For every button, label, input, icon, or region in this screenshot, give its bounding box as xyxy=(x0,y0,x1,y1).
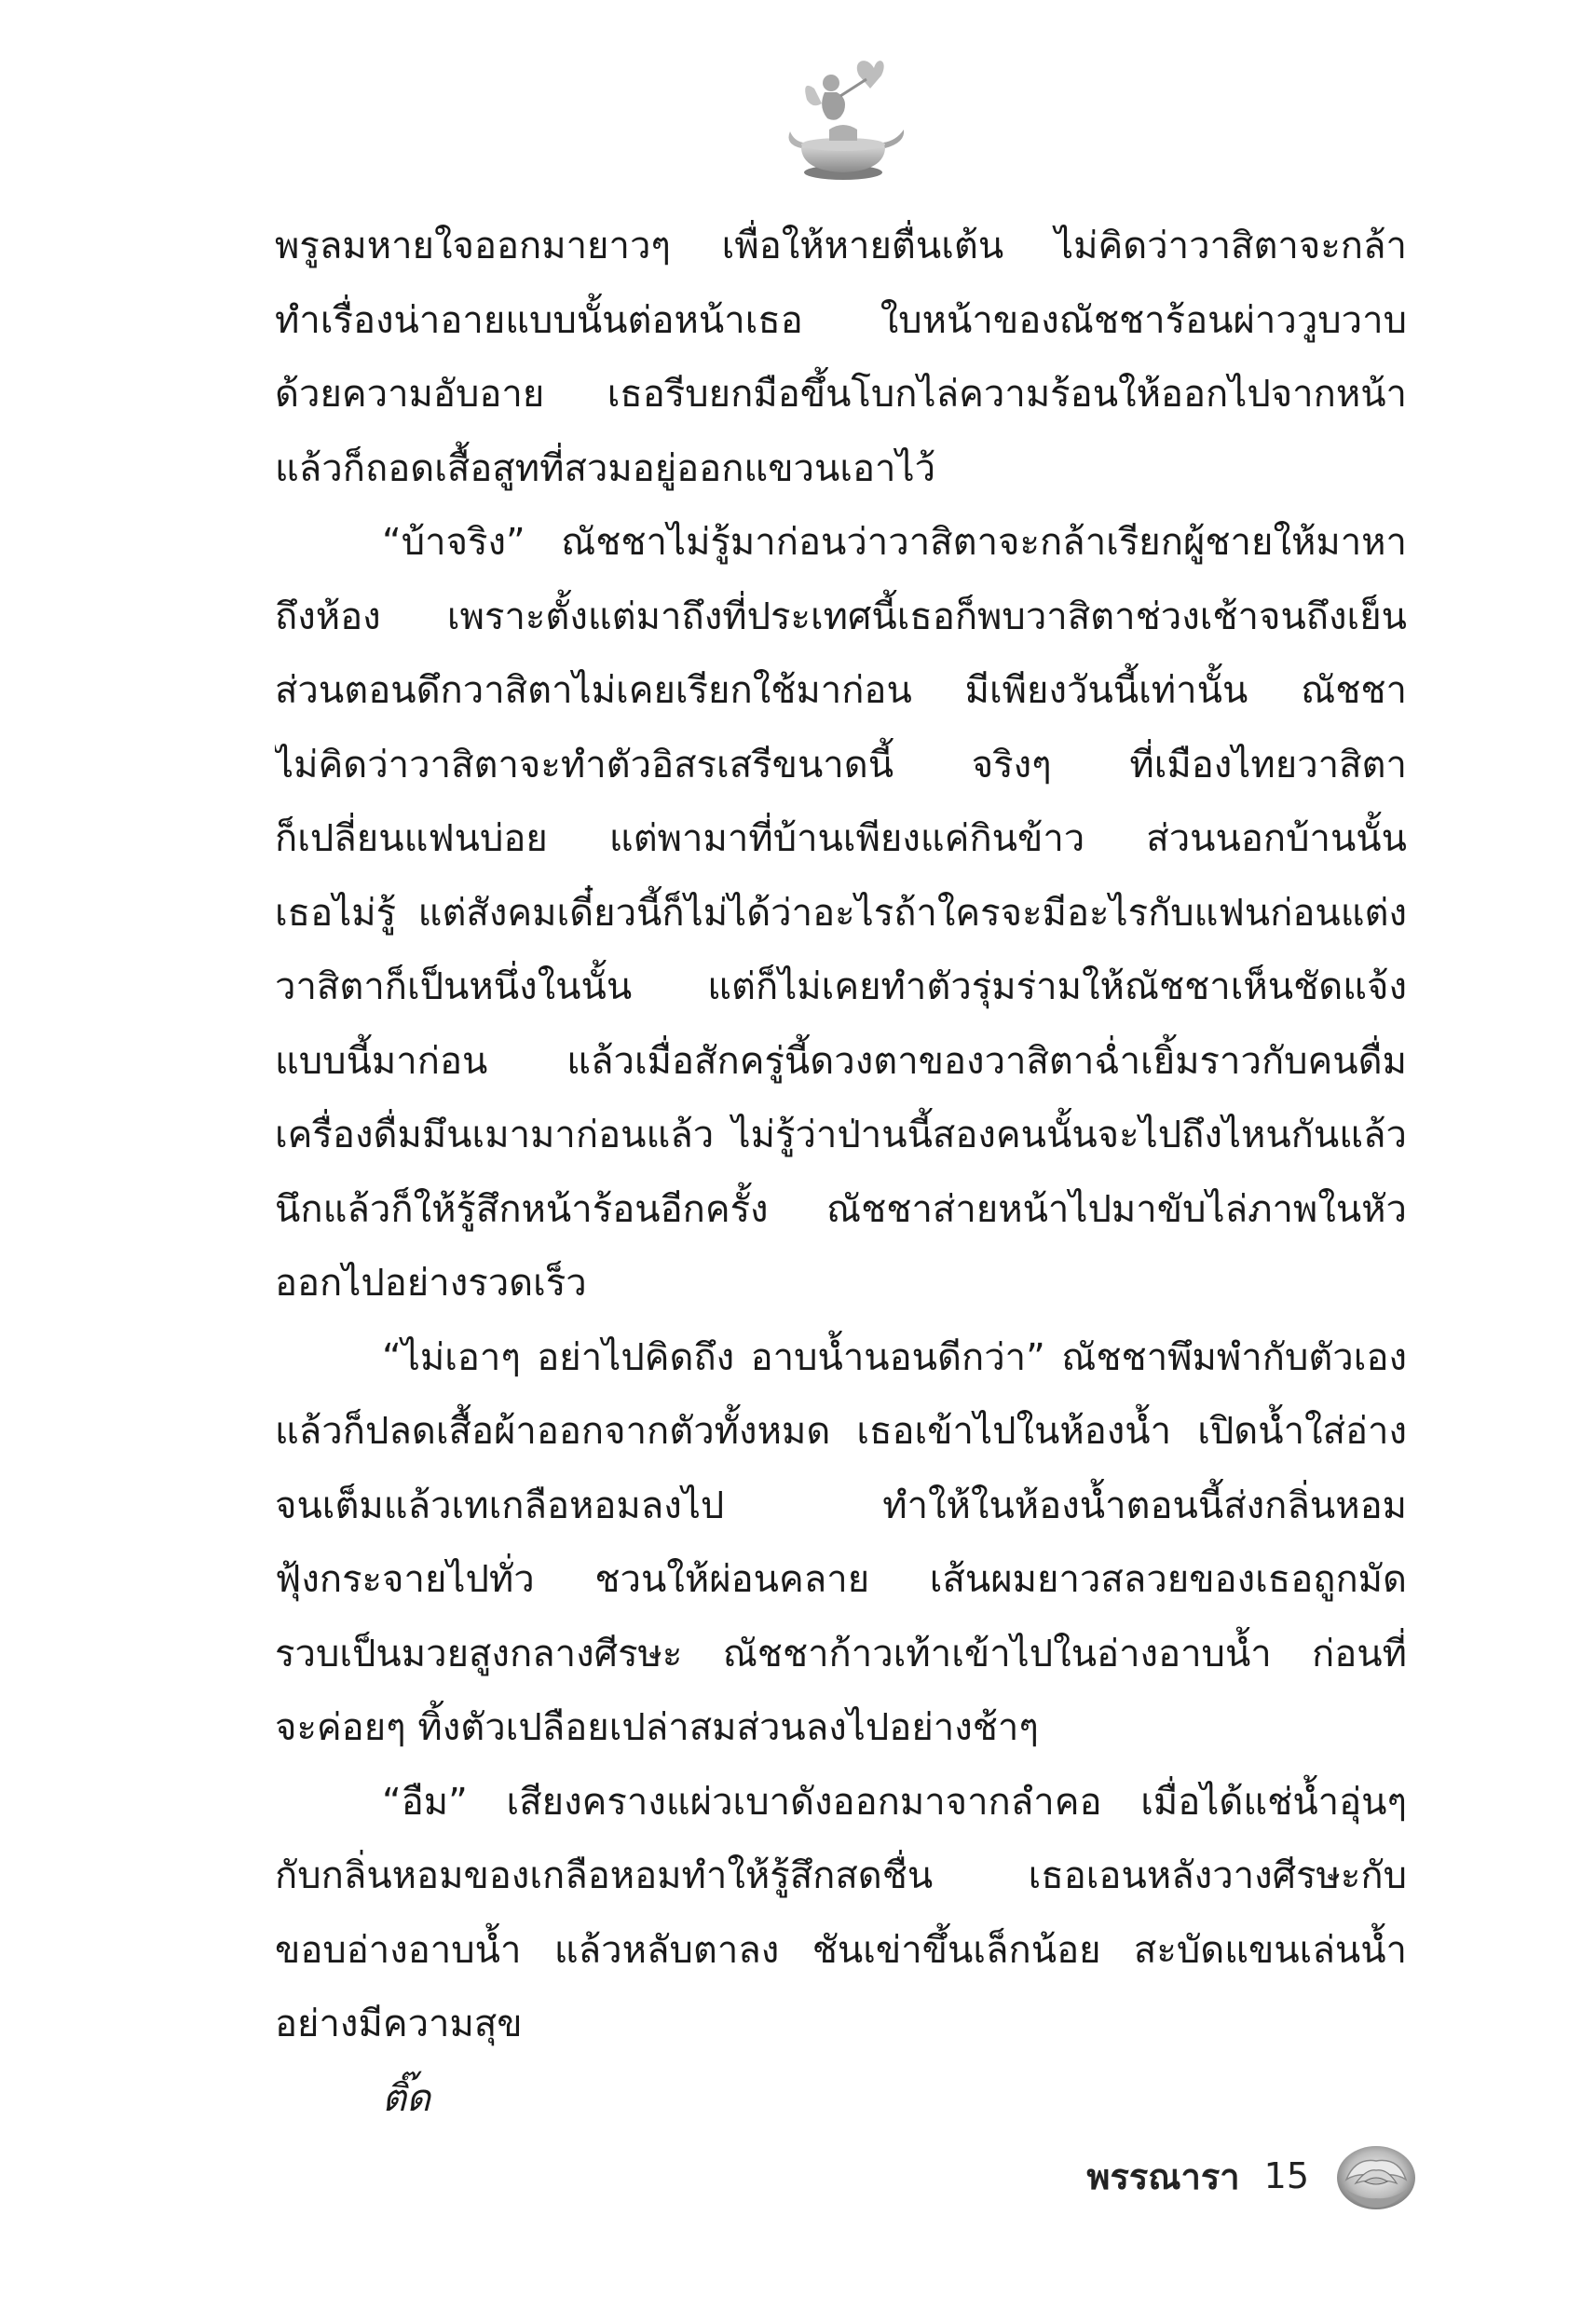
text-line: อย่างมีความสุข xyxy=(275,2003,523,2045)
text-line: รวบเป็นมวยสูงกลางศีรษะ ณัชชาก้าวเท้าเข้าไปในอ่างอาบน้ำ ก่อนที่ xyxy=(275,1632,1407,1675)
text-line: จะค่อยๆ ทิ้งตัวเปลือยเปล่าสมส่วนลงไปอย่างช้าๆ xyxy=(275,1706,1039,1749)
text-line: ออกไปอย่างรวดเร็ว xyxy=(275,1262,587,1305)
text-line: แล้วก็ปลดเสื้อผ้าออกจากตัวทั้งหมด เธอเข้าไปในห้องน้ำ เปิดน้ำใส่อ่าง xyxy=(275,1410,1407,1453)
text-line: “อืม” เสียงครางแผ่วเบาดังออกมาจากลำคอ เมื่อได้แช่น้ำอุ่นๆ xyxy=(382,1780,1407,1824)
text-line: นึกแล้วก็ให้รู้สึกหน้าร้อนอีกครั้ง ณัชชาส่ายหน้าไปมาขับไล่ภาพในหัว xyxy=(275,1187,1407,1231)
text-line: “ไม่เอาๆ อย่าไปคิดถึง อาบน้ำนอนดีกว่า” ณัชชาพึมพำกับตัวเอง xyxy=(382,1335,1407,1379)
text-line: แล้วก็ถอดเสื้อสูทที่สวมอยู่ออกแขวนเอาไว้ xyxy=(275,446,936,490)
page-number: 15 xyxy=(1263,2155,1309,2196)
text-line: ไม่คิดว่าวาสิตาจะทำตัวอิสรเสรีขนาดนี้ จริงๆ ที่เมืองไทยวาสิตา xyxy=(275,743,1407,786)
text-line: แบบนี้มาก่อน แล้วเมื่อสักครู่นี้ดวงตาของวาสิตาฉ่ำเยิ้มราวกับคนดื่ม xyxy=(275,1039,1407,1083)
text-line: ขอบอ่างอาบน้ำ แล้วหลับตาลง ชันเข่าขึ้นเล็กน้อย สะบัดแขนเล่นน้ำ xyxy=(275,1928,1407,1972)
text-line: กับกลิ่นหอมของเกลือหอมทำให้รู้สึกสดชื่น เธอเอนหลังวางศีรษะกับ xyxy=(275,1854,1407,1897)
text-line: จนเต็มแล้วเทเกลือหอมลงไป ทำให้ในห้องน้ำตอนนี้ส่งกลิ่นหอม xyxy=(275,1484,1407,1527)
text-line: ก็เปลี่ยนแฟนบ่อย แต่พามาที่บ้านเพียงแค่กินข้าว ส่วนนอกบ้านนั้น xyxy=(275,817,1407,860)
text-line: ติ๊ด xyxy=(382,2076,430,2120)
text-line: พรูลมหายใจออกมายาวๆ เพื่อให้หายตื่นเต้น ไม่คิดว่าวาสิตาจะกล้า xyxy=(275,225,1407,267)
page-footer xyxy=(1086,2134,1419,2218)
text-line: ถึงห้อง เพราะตั้งแต่มาถึงที่ประเทศนี้เธอก็พบวาสิตาช่วงเช้าจนถึงเย็น xyxy=(275,595,1407,638)
body-text xyxy=(275,210,1407,2136)
text-line: ส่วนตอนดึกวาสิตาไม่เคยเรียกใช้มาก่อน มีเพียงวันนี้เท่านั้น ณัชชา xyxy=(275,669,1407,712)
text-line: เธอไม่รู้ แต่สังคมเดี๋ยวนี้ก็ไม่ได้ว่าอะไรถ้าใครจะมีอะไรกับแฟนก่อนแต่ง xyxy=(275,891,1407,935)
book-title: พรรณารา xyxy=(1086,2155,1240,2197)
text-line: “บ้าจริง” ณัชชาไม่รู้มาก่อนว่าวาสิตาจะกล้าเรียกผู้ชายให้มาหา xyxy=(382,521,1407,564)
teapot-cupid-ornament-icon xyxy=(773,51,913,191)
text-line: ฟุ้งกระจายไปทั่ว ชวนให้ผ่อนคลาย เส้นผมยาวสลวยของเธอถูกมัด xyxy=(275,1558,1407,1601)
text-line: วาสิตาก็เป็นหนึ่งในนั้น แต่ก็ไม่เคยทำตัวรุ่มร่ามให้ณัชชาเห็นชัดแจ้ง xyxy=(275,965,1407,1008)
text-line: ด้วยความอับอาย เธอรีบยกมือขึ้นโบกไล่ความร้อนให้ออกไปจากหน้า xyxy=(275,373,1407,416)
rose-icon xyxy=(1333,2139,1419,2213)
text-line: ทำเรื่องน่าอายแบบนั้นต่อหน้าเธอ ใบหน้าของณัชชาร้อนผ่าววูบวาบ xyxy=(275,298,1407,342)
text-line: เครื่องดื่มมึนเมามาก่อนแล้ว ไม่รู้ว่าป่านนี้สองคนนั้นจะไปถึงไหนกันแล้ว xyxy=(275,1114,1407,1156)
